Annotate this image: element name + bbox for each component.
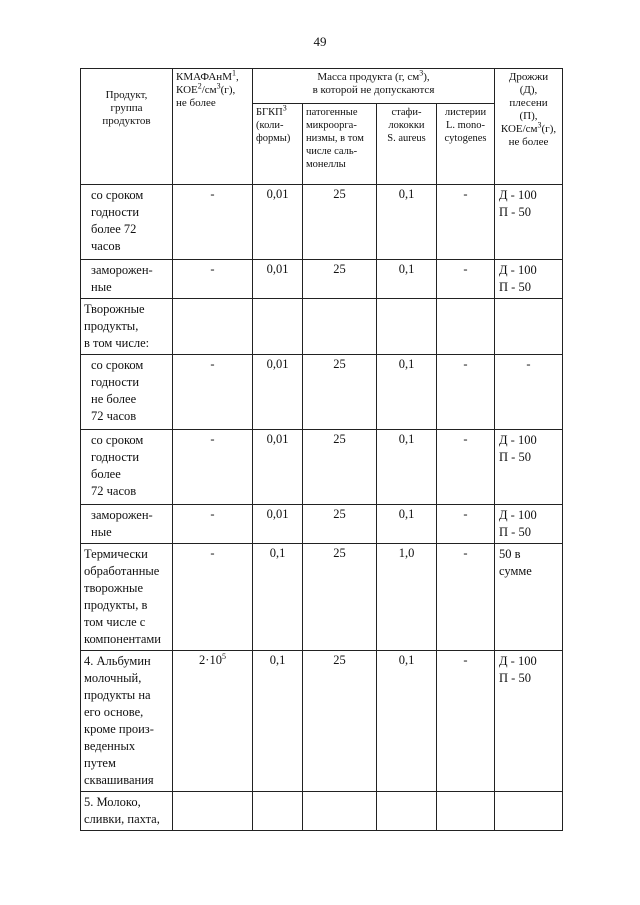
pathogenic-cell: 25 (303, 505, 377, 544)
pathogenic-cell (303, 299, 377, 355)
pathogenic-cell: 25 (303, 185, 377, 260)
kmafanm-cell (173, 792, 253, 831)
header-listeria: листерии L. mono- cytogenes (437, 104, 495, 185)
header-mass: Масса продукта (г, $см^3$), в которой не допускаются (253, 69, 495, 104)
staph-cell: 1,0 (377, 544, 437, 651)
header-bgkp: БГКП$^3$ (коли- формы) (253, 104, 303, 185)
bgkp-cell (253, 792, 303, 831)
bgkp-cell: 0,01 (253, 185, 303, 260)
table-row (81, 260, 563, 299)
bgkp-cell (253, 299, 303, 355)
yeast-cell (495, 792, 563, 831)
product-cell: 5. Молоко, сливки, пахта, (81, 792, 173, 831)
listeria-cell: - (437, 430, 495, 505)
product-cell: заморожен- ные (81, 505, 173, 544)
table-row (81, 430, 563, 505)
pathogenic-cell: 25 (303, 430, 377, 505)
listeria-cell: - (437, 355, 495, 430)
yeast-cell: 50 в сумме (495, 544, 563, 651)
product-cell: со сроком годности более 72 часов (81, 430, 173, 505)
yeast-cell: Д - 100 П - 50 (495, 505, 563, 544)
table-row (81, 299, 563, 355)
bgkp-cell: 0,01 (253, 260, 303, 299)
bgkp-cell: 0,01 (253, 505, 303, 544)
header-pathogenic: патогенные микроорга- низмы, в том числе саль- монеллы (303, 104, 377, 185)
staph-cell: 0,1 (377, 260, 437, 299)
pathogenic-cell (303, 792, 377, 831)
staph-cell: 0,1 (377, 651, 437, 792)
listeria-cell (437, 792, 495, 831)
listeria-cell: - (437, 505, 495, 544)
yeast-cell: Д - 100 П - 50 (495, 260, 563, 299)
kmafanm-cell: - (173, 430, 253, 505)
product-cell: заморожен- ные (81, 260, 173, 299)
yeast-cell: Д - 100 П - 50 (495, 185, 563, 260)
page-number: 49 (313, 34, 327, 49)
bgkp-cell: 0,1 (253, 544, 303, 651)
listeria-cell: - (437, 651, 495, 792)
pathogenic-cell: 25 (303, 544, 377, 651)
header-product: Продукт, группа продуктов (81, 69, 173, 185)
product-cell: Термически обработанные творожные продукты, в том числе с компонентами (81, 544, 173, 651)
header-row-1 (81, 69, 563, 104)
listeria-cell: - (437, 185, 495, 260)
pathogenic-cell: 25 (303, 355, 377, 430)
staph-cell (377, 299, 437, 355)
listeria-cell: - (437, 544, 495, 651)
staph-cell: 0,1 (377, 505, 437, 544)
product-cell: Творожные продукты, в том числе: (81, 299, 173, 355)
kmafanm-cell: - (173, 505, 253, 544)
table-row (81, 355, 563, 430)
microbiology-table (80, 68, 563, 831)
header-kmafanm: КМАФАнМ$^1$, $КОЕ^2/см^3(г)$, не более (173, 69, 253, 185)
header-staph: стафи- лококки S. aureus (377, 104, 437, 185)
table-row (81, 792, 563, 831)
kmafanm-cell: $2\cdot 10^5$ (173, 651, 253, 792)
staph-cell: 0,1 (377, 430, 437, 505)
product-cell: со сроком годности более 72 часов (81, 185, 173, 260)
staph-cell: 0,1 (377, 355, 437, 430)
yeast-cell: Д - 100 П - 50 (495, 651, 563, 792)
product-cell: 4. Альбумин молочный, продукты на его основе, кроме произ- веденных путем сквашивания (81, 651, 173, 792)
table-row (81, 651, 563, 792)
pathogenic-cell: 25 (303, 651, 377, 792)
pathogenic-cell: 25 (303, 260, 377, 299)
kmafanm-cell: - (173, 185, 253, 260)
kmafanm-cell: - (173, 260, 253, 299)
table-row (81, 185, 563, 260)
kmafanm-cell (173, 299, 253, 355)
yeast-cell: Д - 100 П - 50 (495, 430, 563, 505)
header-yeast-mold: Дрожжи (Д), плесени (П), КОЕ/$см^3(г)$, не более (495, 69, 563, 185)
staph-cell (377, 792, 437, 831)
table-row (81, 505, 563, 544)
listeria-cell (437, 299, 495, 355)
product-cell: со сроком годности не более 72 часов (81, 355, 173, 430)
staph-cell: 0,1 (377, 185, 437, 260)
kmafanm-cell: - (173, 544, 253, 651)
bgkp-cell: 0,01 (253, 355, 303, 430)
table-row (81, 544, 563, 651)
yeast-cell: - (495, 355, 563, 430)
bgkp-cell: 0,1 (253, 651, 303, 792)
bgkp-cell: 0,01 (253, 430, 303, 505)
listeria-cell: - (437, 260, 495, 299)
yeast-cell (495, 299, 563, 355)
kmafanm-cell: - (173, 355, 253, 430)
